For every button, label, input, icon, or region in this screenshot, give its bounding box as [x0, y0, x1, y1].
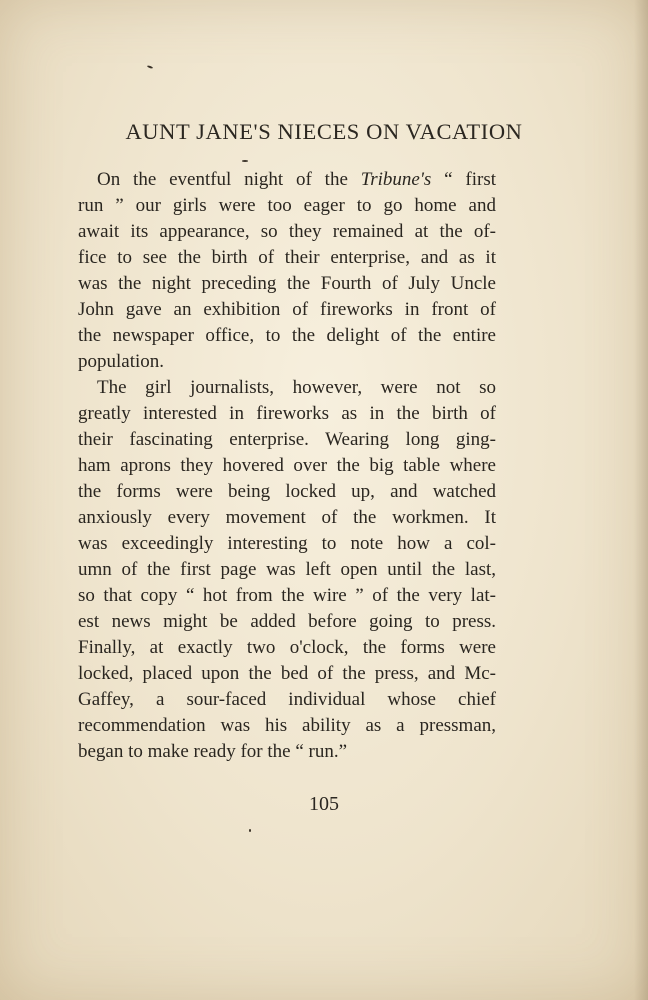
text-line: On the eventful night of the Tribune's “ first — [97, 169, 496, 190]
text-line: was exceedingly interesting to note how a col- — [78, 533, 496, 554]
ink-speck — [249, 829, 251, 832]
text-line: population. — [78, 351, 165, 372]
text-line: recommendation was his ability as a pressman, — [78, 715, 496, 736]
text-line: greatly interested in fireworks as in the birth of — [78, 403, 496, 424]
text-line: est news might be added before going to press. — [78, 611, 496, 632]
text-line: anxiously every movement of the workmen. It — [78, 507, 496, 528]
text-line: began to make ready for the “ run.” — [78, 741, 348, 762]
text-line: umn of the first page was left open until the last, — [78, 559, 496, 580]
text-line: so that copy “ hot from the wire ” of the very lat- — [78, 585, 496, 606]
text-line: Gaffey, a sour-faced individual whose chief — [78, 689, 496, 710]
text-line: the newspaper office, to the delight of the entire — [78, 325, 496, 346]
ink-speck — [147, 65, 153, 69]
text-line: run ” our girls were too eager to go home and — [78, 195, 496, 216]
text-line: ham aprons they hovered over the big table where — [78, 455, 496, 476]
text-line: The girl journalists, however, were not so — [97, 377, 496, 398]
text-line: Finally, at exactly two o'clock, the forms were — [78, 637, 496, 658]
page-number: 105 — [309, 793, 339, 815]
running-head: AUNT JANE'S NIECES ON VACATION — [125, 119, 523, 144]
body-text — [78, 167, 496, 765]
text-line: their fascinating enterprise. Wearing long ging- — [78, 429, 496, 450]
text-line: was the night preceding the Fourth of July Uncle — [78, 273, 496, 294]
ink-speck — [242, 160, 248, 162]
text-line: locked, placed upon the bed of the press, and Mc- — [78, 663, 496, 684]
text-line: await its appearance, so they remained at the of- — [78, 221, 496, 242]
page-edge-shadow — [634, 0, 648, 1000]
text-line: fice to see the birth of their enterprise, and as it — [78, 247, 496, 268]
text-line: John gave an exhibition of fireworks in front of — [78, 299, 496, 320]
text-line: the forms were being locked up, and watched — [78, 481, 496, 502]
